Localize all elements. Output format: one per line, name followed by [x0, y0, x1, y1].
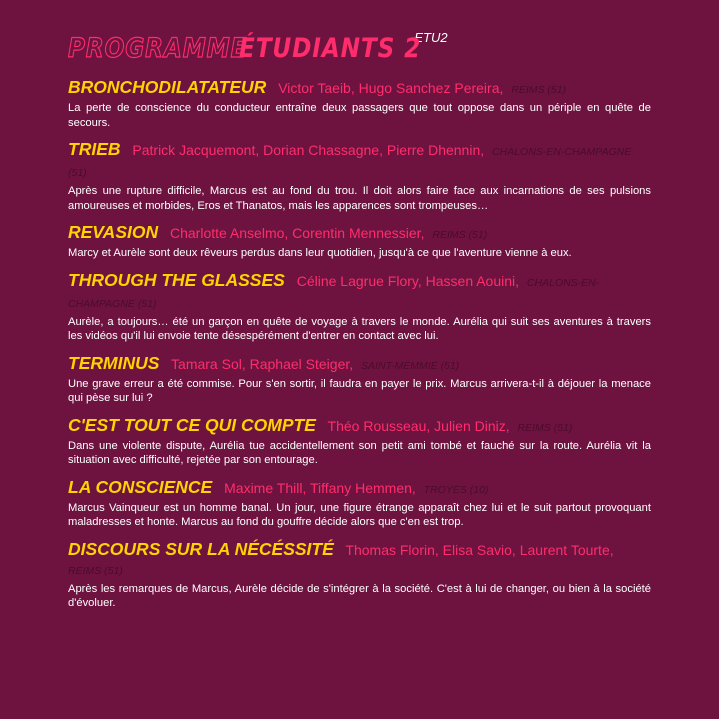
- entry-head: [68, 540, 651, 581]
- film-description: Après les remarques de Marcus, Aurèle décide de s'intégrer à la société. C'est à lui de changer, ou bien à la société d'évoluer.: [68, 582, 651, 609]
- film-entry: [68, 416, 651, 468]
- film-authors: Patrick Jacquemont, Dorian Chassagne, Pierre Dhennin,: [132, 142, 485, 158]
- film-authors: Thomas Florin, Elisa Savio, Laurent Tourte,: [345, 541, 614, 558]
- film-authors: Victor Taeib, Hugo Sanchez Pereira,: [278, 80, 504, 96]
- film-title: DISCOURS SUR LA NÉCÉSSITÉ: [68, 538, 334, 559]
- film-title: LA CONSCIENCE: [68, 476, 213, 497]
- film-authors: Céline Lagrue Flory, Hassen Aouini,: [296, 272, 520, 289]
- film-authors: Maxime Thill, Tiffany Hemmen,: [224, 479, 416, 496]
- title-solid: ÉTUDIANTS 2: [238, 33, 421, 64]
- film-location: REIMS (51): [68, 564, 123, 577]
- title-outline: PROGRAMME: [68, 33, 248, 64]
- film-description: Dans une violente dispute, Aurélia tue accidentellement son petit ami tombé et fauché sur la route. Aurélia vit la situation avec difficulté, rejetée par son entourage.: [68, 439, 651, 466]
- page-header: [68, 32, 651, 72]
- film-description: Après une rupture difficile, Marcus est au fond du trou. Il doit alors faire face aux incarnations de ses pulsions amoureuses et morbides, Eros et Thanatos, mais les apparences sont trompeuses…: [68, 185, 651, 212]
- film-title: TRIEB: [68, 139, 121, 159]
- programme-code: ETU2: [414, 30, 448, 45]
- entry-head: [68, 354, 651, 376]
- film-location: REIMS (51): [511, 84, 567, 96]
- film-description: La perte de conscience du conducteur entraîne deux passagers que tout oppose dans un périple en quête de secours.: [68, 102, 651, 129]
- film-location: REIMS (51): [432, 229, 488, 241]
- film-location: CHALONS-EN-CHAMPAGNE (51): [68, 146, 632, 179]
- film-entry: [68, 478, 651, 530]
- film-authors: Tamara Sol, Raphael Steiger,: [171, 355, 354, 372]
- film-entry: [68, 271, 651, 344]
- entry-head: [68, 271, 651, 314]
- film-title: C'EST TOUT CE QUI COMPTE: [68, 414, 316, 435]
- entry-list: [68, 78, 651, 611]
- film-location: SAINT-MEMMIE (51): [361, 359, 460, 372]
- film-description: Marcus Vainqueur est un homme banal. Un jour, une figure étrange apparaît chez lui et le suit partout provoquant maladresses et honte. Marcus au fond du gouffre décide alors que c'en est trop.: [68, 501, 651, 528]
- film-location: REIMS (51): [517, 421, 573, 434]
- film-entry: [68, 78, 651, 130]
- film-location: TROYES (10): [423, 483, 489, 496]
- film-entry: [68, 540, 651, 611]
- film-authors: Théo Rousseau, Julien Diniz,: [327, 417, 510, 434]
- film-description: Une grave erreur a été commise. Pour s'en sortir, il faudra en payer le prix. Marcus arrivera-t-il à déjouer la menace qui pèse sur lui ?: [68, 377, 651, 404]
- film-location: CHALONS-EN-CHAMPAGNE (51): [68, 276, 600, 310]
- film-title: REVASION: [68, 222, 159, 242]
- film-entry: [68, 223, 651, 261]
- entry-head: [68, 140, 651, 183]
- film-authors: Charlotte Anselmo, Corentin Mennessier,: [170, 225, 425, 241]
- entry-head: [68, 478, 651, 500]
- film-title: BRONCHODILATATEUR: [68, 77, 267, 97]
- entry-head: [68, 416, 651, 438]
- film-entry: [68, 140, 651, 213]
- entry-head: [68, 78, 651, 100]
- entry-head: [68, 223, 651, 245]
- film-description: Aurèle, a toujours… été un garçon en quête de voyage à travers le monde. Aurélia qui suit ses aventures à travers les vidéos qu'il lui envoie tente désespérément d'entrer en contact avec lui.: [68, 315, 651, 342]
- film-description: Marcy et Aurèle sont deux rêveurs perdus dans leur quotidien, jusqu'à ce que l'aventure vienne à eux.: [68, 247, 572, 259]
- film-title: THROUGH THE GLASSES: [68, 269, 285, 290]
- film-title: TERMINUS: [68, 352, 160, 373]
- film-entry: [68, 354, 651, 406]
